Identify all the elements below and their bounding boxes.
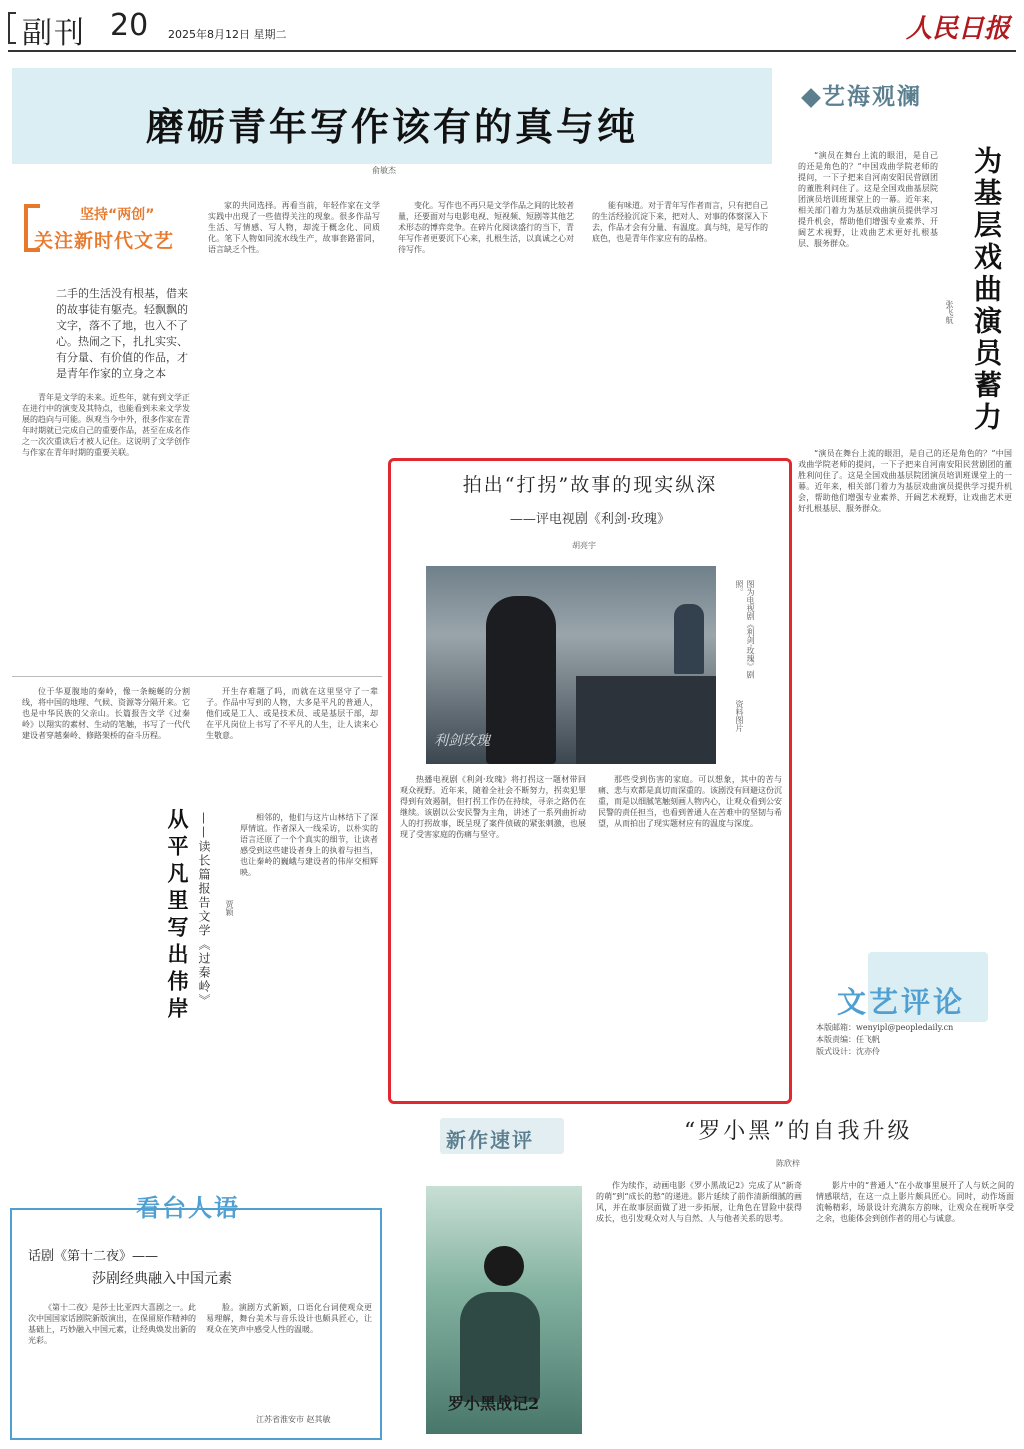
right-article-col-2 bbox=[798, 448, 1012, 948]
right-article-title: 为基层戏曲演员蓄力 bbox=[970, 146, 1003, 434]
editor-email: 本版邮箱：wenyipl@peopledaily.cn bbox=[816, 1023, 954, 1032]
main-article-author: 俞敏杰 bbox=[372, 166, 396, 175]
designer-name: 版式设计：沈亦伶 bbox=[816, 1047, 880, 1056]
poster-character bbox=[460, 1292, 540, 1402]
new-review-title: “罗小黑”的自我升级 bbox=[684, 1119, 913, 1144]
main-article-col-1 bbox=[22, 392, 190, 660]
boxed-article-subtitle: ——评电视剧《利剑·玫瑰》 bbox=[509, 512, 671, 527]
photo-desk bbox=[576, 676, 716, 764]
paragraph: 相邻的，他们与这片山林结下了深厚情谊。作者深入一线采访，以朴实的语言还原了一个个真实的细节，让读者感受到这些建设者身上的执着与担当，也让秦岭的巍峨与建设者的伟岸交相辉映。 bbox=[240, 813, 378, 877]
paragraph: “演员在舞台上流的眼泪，是自己的还是角色的？”中国戏曲学院老师的提问，一下子把来自河南安阳民营剧团的董胜利问住了。这是全国戏曲基层院团演员培训班课堂上的一幕。近年来，相关部门着力为基层戏曲演员提供学习提升机会，帮助他们增强专业素养、开阔艺术视野，让戏曲艺术更好扎根基层、服务群众。 bbox=[798, 449, 1012, 513]
tv-drama-still-photo bbox=[426, 566, 716, 764]
paragraph: 位于华夏腹地的秦岭，像一条蜿蜒的分割线，将中国的地理、气候、资源等分隔开来。它也是中华民族的父亲山。长篇报告文学《过秦岭》以翔实的素材、生动的笔触，书写了一代代建设者穿越秦岭、修路架桥的奋斗历程。 bbox=[22, 687, 190, 740]
theatre-review-col-2 bbox=[206, 1302, 372, 1412]
right-article-author: 张飞航 bbox=[945, 300, 954, 324]
paragraph: 青年是文学的未来。近些年，就有到文学正在进行中的演变及其特点，也能看到未来文学发展的趋向与可能。纵观当今中外，很多作家在青年时期就已完成自己的重要作品，甚至在成名作之一次次重读后才被人记住。这说明了文学创作与作家在青年时期的重要关联。 bbox=[22, 393, 190, 457]
tag-line-1: 坚持“两创” bbox=[80, 207, 155, 223]
report-article-author: 贾颖 bbox=[225, 900, 234, 916]
right-article-col-1 bbox=[798, 150, 938, 442]
report-article-col-3 bbox=[240, 812, 378, 1186]
movie-poster bbox=[426, 1186, 582, 1434]
issue-date: 2025年8月12日 星期二 bbox=[168, 28, 287, 41]
column-logo-xinzuo: 新作速评 bbox=[446, 1128, 534, 1152]
paragraph: 《第十二夜》是莎士比亚四大喜剧之一。此次中国国家话剧院新版演出，在保留原作精神的基础上，巧妙融入中国元素，让经典焕发出新的光彩。 bbox=[28, 1303, 196, 1345]
report-article-col-2 bbox=[206, 686, 378, 806]
photo-source: 资料图片 bbox=[735, 700, 744, 732]
tag-line-2: 关注新时代文艺 bbox=[34, 230, 175, 252]
paragraph: 作为续作，动画电影《罗小黑战记2》完成了从“新奇的萌”到“成长的愁”的递进。影片延续了前作清新细腻的画风，并在故事层面做了进一步拓展，让角色在冒险中获得成长，也引发观众对人与自然、人与他者关系的思考。 bbox=[596, 1181, 802, 1223]
photo-officer bbox=[674, 604, 704, 674]
paragraph: 家的共同选择。再看当前，年轻作家在文学实践中出现了一些值得关注的现象。很多作品写生活、写情感、写人物，却流于概念化、同质化。笔下人物如同流水线生产，故事套路雷同，语言缺乏个性。 bbox=[208, 201, 380, 254]
new-review-author: 陈欣梓 bbox=[776, 1159, 800, 1168]
masthead-rule bbox=[8, 50, 1016, 52]
main-article-col-3 bbox=[398, 200, 574, 450]
editor-name: 本版责编：任飞帆 bbox=[816, 1035, 880, 1044]
boxed-article-author: 胡亮宇 bbox=[572, 541, 596, 550]
new-review-col-1 bbox=[596, 1180, 802, 1440]
main-article-lead: 二手的生活没有根基，借来的故事徒有躯壳。轻飘飘的文字，落不了地，也入不了心。热闹之下，扎扎实实、有分量、有价值的作品，才是青年作家的立身之本 bbox=[56, 287, 188, 380]
theatre-review-signature: 江苏省淮安市 赵其敏 bbox=[256, 1415, 331, 1424]
paragraph: 影片中的“普通人”在小故事里展开了人与妖之间的情感联结，在这一点上影片颇具匠心。同时，动作场面流畅精彩，场景设计充满东方韵味，让观众在视听享受之余，也能体会到创作者的用心与诚意。 bbox=[816, 1181, 1014, 1223]
photo-caption: 图为电视剧《利剑·玫瑰》剧照。 bbox=[735, 580, 755, 679]
report-article-title: 从平凡里写出伟岸 bbox=[165, 808, 189, 1024]
poster-black-cat bbox=[484, 1246, 524, 1286]
paragraph: “演员在舞台上流的眼泪，是自己的还是角色的？”中国戏曲学院老师的提问，一下子把来自河南安阳民营剧团的董胜利问住了。这是全国戏曲基层院团演员培训班课堂上的一幕。近年来，相关部门着力为基层戏曲演员提供学习提升机会，帮助他们增强专业素养、开阔艺术视野，让戏曲艺术更好扎根基层、服务群众。 bbox=[798, 151, 938, 248]
paragraph: 那些受到伤害的家庭。可以想象，其中的苦与痛、悲与欢都是真切而深重的。该剧没有回避这份沉重，而是以细腻笔触刻画人物内心，让观众看到公安民警的责任担当，也看到普通人在苦难中的坚韧与希望，从而拍出了现实题材应有的温度与深度。 bbox=[598, 775, 782, 828]
main-article-col-2 bbox=[208, 200, 380, 660]
page-masthead bbox=[0, 0, 1024, 56]
paragraph: 开生存难题了吗，而就在这里坚守了一辈子。作品中写到的人物，大多是平凡的普通人，他们或是工人、或是技术员、或是基层干部，却在平凡岗位上书写了不平凡的人生，让人读来心生敬意。 bbox=[206, 687, 378, 740]
boxed-article-title: 拍出“打拐”故事的现实纵深 bbox=[462, 474, 718, 496]
editor-info bbox=[816, 1022, 953, 1058]
column-mark-icon bbox=[801, 88, 821, 108]
boxed-article-col-1 bbox=[400, 774, 586, 1094]
masthead-bracket bbox=[8, 12, 16, 44]
main-article-title: 磨砺青年写作该有的真与纯 bbox=[145, 105, 638, 149]
main-article-col-4 bbox=[592, 200, 768, 450]
theatre-review-title-1: 话剧《第十二夜》—— bbox=[28, 1249, 159, 1264]
poster-title: 罗小黑战记2 bbox=[448, 1394, 540, 1413]
page-number: 20 bbox=[110, 8, 149, 43]
photo-drama-logo: 利剑玫瑰 bbox=[434, 733, 490, 749]
section-divider bbox=[12, 676, 382, 677]
column-logo-wenyi: 文艺评论 bbox=[836, 985, 965, 1019]
theatre-review-col-1 bbox=[28, 1302, 196, 1412]
photo-lead-actress bbox=[486, 596, 556, 764]
column-logo-kantai: 看台人语 bbox=[136, 1194, 240, 1222]
theme-tag bbox=[20, 202, 190, 258]
boxed-article-col-2 bbox=[598, 774, 782, 1094]
new-review-col-2 bbox=[816, 1180, 1014, 1440]
paragraph: 热播电视剧《利剑·玫瑰》将打拐这一题材带回观众视野。近年来，随着全社会不断努力，拐卖犯罪得到有效遏制，但打拐工作仍在持续，寻亲之路仍在继续。该剧以公安民警为主角，讲述了一系列曲折动人的打拐故事，既呈现了案件侦破的紧张刺激，也展现了受害家庭的伤痛与坚守。 bbox=[400, 775, 586, 839]
theatre-review-title-2: 莎剧经典融入中国元素 bbox=[92, 1271, 232, 1287]
paragraph: 能有味道。对于青年写作者而言，只有把自己的生活经验沉淀下来，把对人、对事的体察深入下去，作品才会有分量、有温度。真与纯，是写作的底色，也是青年作家应有的品格。 bbox=[592, 201, 768, 243]
paper-logo: 人民日报 bbox=[905, 14, 1010, 44]
report-article-subtitle: ——读长篇报告文学《过秦岭》 bbox=[197, 812, 211, 1008]
section-name: 副刊 bbox=[22, 16, 86, 51]
paragraph: 脸。演剧方式新颖，口语化台词使观众更易理解，舞台美术与音乐设计也颇具匠心，让观众在笑声中感受人性的温暖。 bbox=[206, 1303, 372, 1334]
paragraph: 变化。写作也不再只是文学作品之间的比较者量，还要面对与电影电视、短视频、短剧等其他艺术形态的博弈竞争。在碎片化阅读盛行的当下，青年写作者更要沉下心来，扎根生活，以真诚之心对待写作。 bbox=[398, 201, 574, 254]
column-logo-yihai: 艺海观澜 bbox=[804, 78, 922, 111]
